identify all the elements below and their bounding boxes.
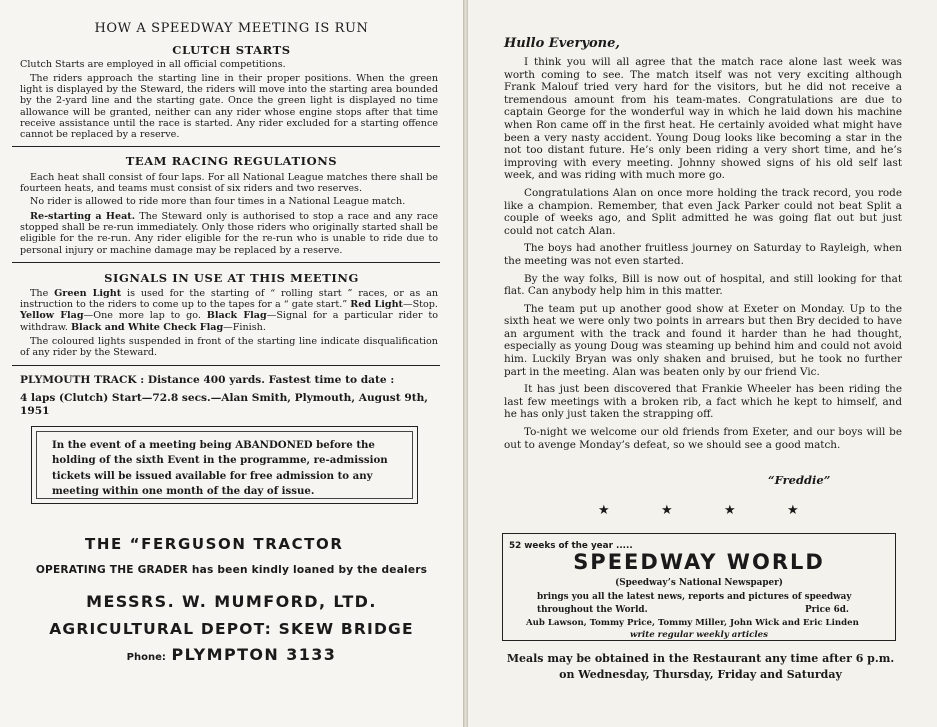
restarting-heat-text: Re-starting a Heat. The Steward only is authorised to stop a race and any race stopped shall be re-run immediately. Only those riders who originally started shall be eligible for the re-run. Any rider eligible for the re-run who is unable to ride due to personal injury or machine damage may be replaced by a reserve.	[20, 211, 438, 256]
grader-loan-text: OPERATING THE GRADER has been kindly loaned by the dealers	[35, 564, 428, 576]
speedway-world-title: SPEEDWAY WORLD	[573, 550, 825, 574]
clutch-starts-intro: Clutch Starts are employed in all official competitions.	[20, 59, 286, 70]
speedway-world-line4: write regular weekly articles	[630, 630, 768, 640]
letter-greeting: Hullo Everyone,	[504, 36, 620, 51]
meals-notice-line1: Meals may be obtained in the Restaurant any time after 6 p.m.	[506, 652, 895, 665]
star-icon: ★	[724, 503, 736, 518]
star-icon: ★	[787, 503, 799, 518]
divider	[12, 365, 440, 366]
team-racing-heats: Each heat shall consist of four laps. For all National League matches there shall be fourteen heats, and teams must consist of six riders and two reserves.	[20, 172, 438, 195]
letter-paragraph: By the way folks, Bill is now out of hospital, and still looking for that flat. Can anybody help him in this matter.	[504, 272, 902, 298]
dealer-name: MESSRS. W. MUMFORD, LTD.	[86, 592, 377, 611]
letter-body	[504, 56, 902, 451]
ferguson-tractor-heading: THE “FERGUSON TRACTOR	[85, 535, 344, 553]
divider	[12, 262, 440, 263]
star-icon: ★	[661, 503, 673, 518]
speedway-world-writers: Aub Lawson, Tommy Price, Tommy Miller, John Wick and Eric Linden	[526, 618, 859, 628]
speedway-world-line1: brings you all the latest news, reports and pictures of speedway	[537, 592, 852, 602]
page-title: HOW A SPEEDWAY MEETING IS RUN	[94, 21, 369, 36]
divider	[12, 146, 440, 147]
track-record-line2: 4 laps (Clutch) Start—72.8 secs.—Alan Smith, Plymouth, August 9th, 1951	[20, 392, 428, 417]
abandoned-notice-box	[31, 426, 418, 504]
dealer-phone: Phone: PLYMPTON 3133	[126, 645, 337, 664]
dealer-address: AGRICULTURAL DEPOT: SKEW BRIDGE	[49, 620, 414, 638]
letter-signature: “Freddie”	[768, 473, 831, 487]
team-racing-limit: No rider is allowed to ride more than four times in a National League match.	[30, 196, 406, 207]
speedway-world-tagline: 52 weeks of the year .....	[509, 541, 633, 551]
signals-text: The Green Light is used for the starting of “ rolling start ” races, or as an instruction to the riders to come up to the tapes for a “ gate start.” Red Light—Stop. Yellow Flag—One more lap to go. Black Flag—Signal for a particular rider to withdraw. Black and White Check Flag—Finish.	[20, 288, 439, 333]
team-racing-heading: TEAM RACING REGULATIONS	[125, 154, 338, 168]
speedway-world-subtitle: (Speedway’s National Newspaper)	[615, 578, 783, 588]
letter-paragraph: It has just been discovered that Frankie Wheeler has been riding the last few meetings with a broken rib, a fact which he kept to himself, and he has only just taken the strapping off.	[504, 383, 902, 421]
star-divider	[598, 503, 808, 519]
letter-paragraph: I think you will all agree that the match race alone last week was worth coming to see. The match itself was not very exciting although Frank Malouf tried very hard for the visitors, but he did not receive a tremendous amount from his team-mates. Congratulations are due to captain George for the wonderful way in which he laid down his machine when Ron came off in the first heat. He certainly avoided what might have been a very nasty accident. Young Doug looks like becoming a star in the not too distant future. He’s only been riding a very short time, and he’s improving with every meeting. Johnny showed signs of his old self last week, and was riding with much more go.	[504, 56, 902, 182]
track-record-line1: PLYMOUTH TRACK : Distance 400 yards. Fastest time to date :	[20, 374, 395, 386]
clutch-starts-heading: CLUTCH STARTS	[172, 43, 291, 57]
letter-paragraph: The boys had another fruitless journey on Saturday to Rayleigh, when the meeting was not even started.	[504, 242, 902, 267]
clutch-starts-text: The riders approach the starting line in their proper positions. When the green light is displayed by the Steward, the riders will move into the starting area bounded by the 2-yard line and the starting gate. Once the green light is displayed no time allowance will be granted, neither can any rider whose engine stops after that time receive assistance until the race is started. Any rider excluded for a starting offence cannot be replaced by a reserve.	[20, 73, 438, 141]
coloured-lights-text: The coloured lights suspended in front of the starting line indicate disqualification of any rider by the Steward.	[20, 336, 438, 359]
star-icon: ★	[598, 503, 610, 518]
meals-notice-line2: on Wednesday, Thursday, Friday and Saturday	[559, 668, 842, 681]
speedway-world-ad	[502, 533, 896, 641]
speedway-world-line2: throughout the World.	[537, 605, 648, 615]
left-page	[0, 0, 463, 727]
letter-paragraph: The team put up another good show at Exeter on Monday. Up to the sixth heat we were only two points in arrears but then Bry decided to have an argument with the track and found it harder than he had thought, especially as young Doug was steaming up behind him and could not avoid him. Luckily Bryan was only shaken and bruised, but he took no further part in the meeting. Alan was beaten only by our friend Vic.	[504, 302, 902, 378]
speedway-world-price: Price 6d.	[805, 605, 849, 615]
right-page	[468, 0, 937, 727]
signals-heading: SIGNALS IN USE AT THIS MEETING	[104, 271, 359, 285]
letter-paragraph: To-night we welcome our old friends from Exeter, and our boys will be out to avenge Monday’s defeat, so we should see a good match.	[504, 426, 902, 451]
abandoned-notice-text: In the event of a meeting being ABANDONED before the holding of the sixth Event in the programme, re-admission tickets will be issued available for free admission to any meeting within one month of the day of issue.	[52, 439, 388, 497]
letter-paragraph: Congratulations Alan on once more holding the track record, you rode like a champion. Remember, that even Jack Parker could not beat Split a couple of weeks ago, and Split admitted he was going flat out but just could not catch Alan.	[504, 186, 902, 237]
